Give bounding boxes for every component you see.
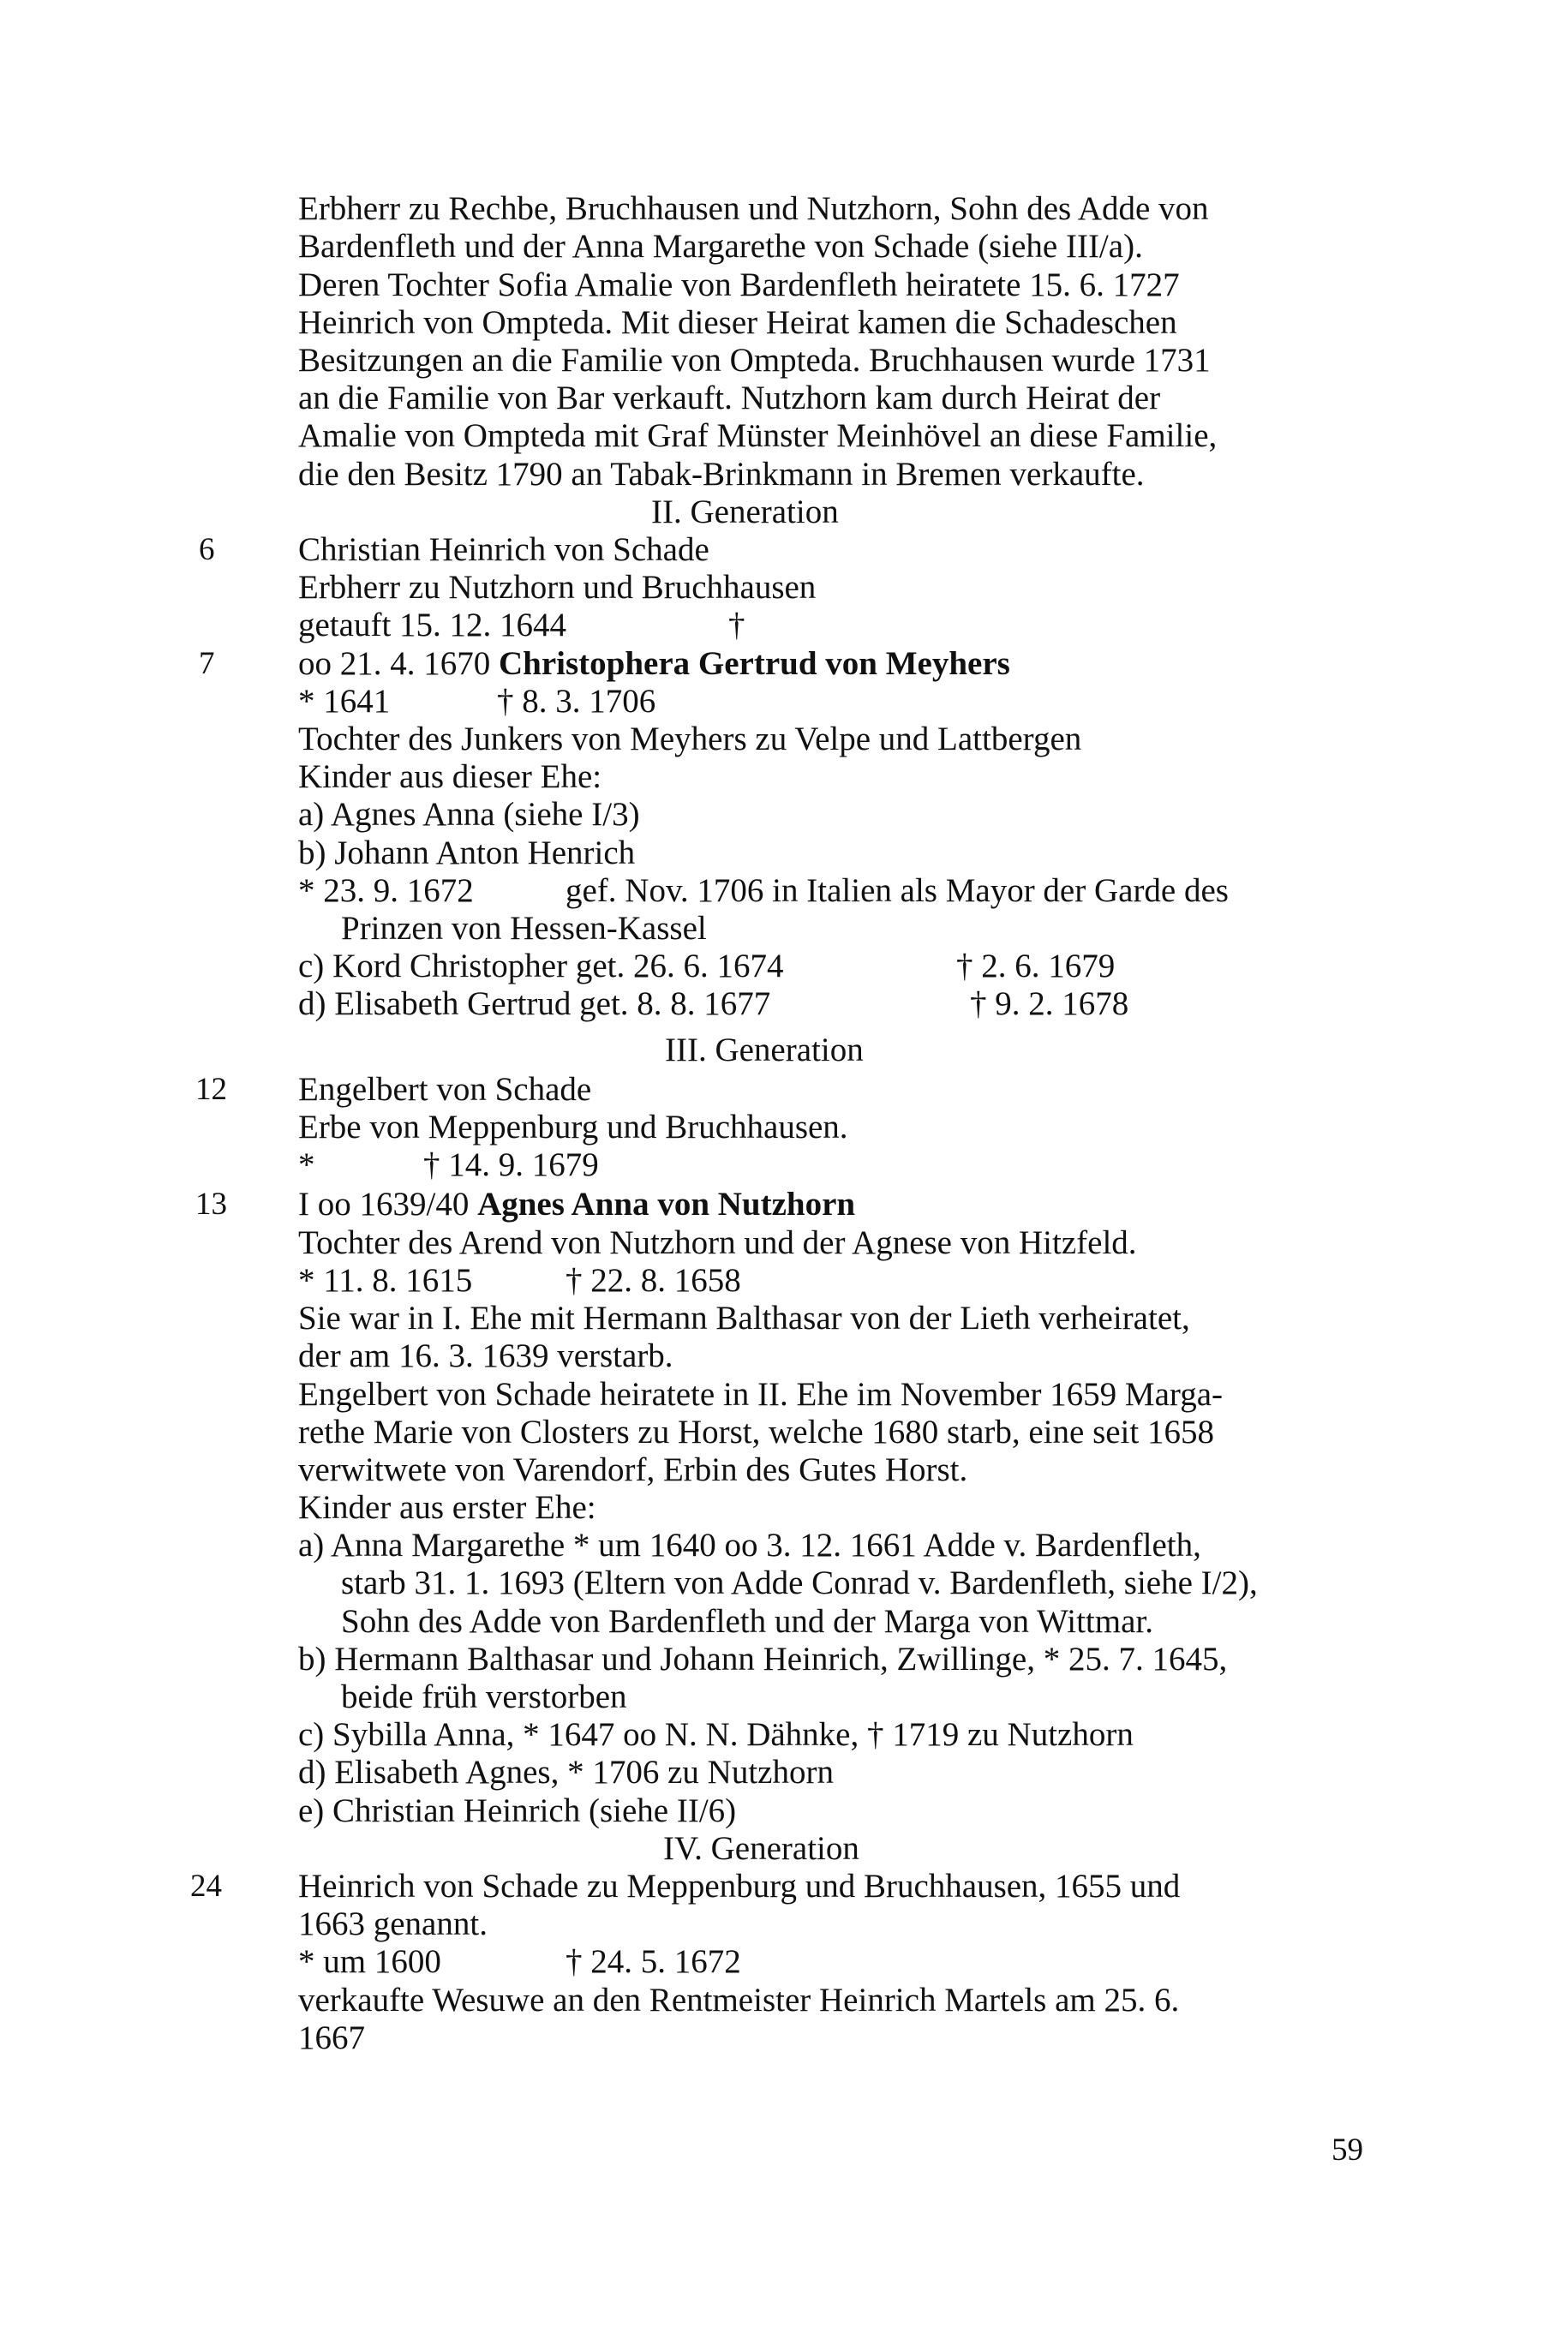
spouse-name: Christophera Gertrud von Meyhers — [499, 645, 1010, 682]
death-date: † 14. 9. 1679 — [423, 1146, 599, 1183]
marriage-line — [298, 645, 1010, 683]
birth-date: * 11. 8. 1615 — [298, 1262, 473, 1299]
person-title: Erbherr zu Nutzhorn und Bruchhausen — [298, 569, 817, 606]
generation-heading: III. Generation — [665, 1032, 864, 1068]
person-title: Erbe von Meppenburg und Bruchhausen. — [298, 1109, 848, 1146]
person-number: 6 — [199, 532, 215, 567]
children-label: Kinder aus erster Ehe: — [298, 1489, 596, 1526]
generation-heading: II. Generation — [651, 494, 839, 530]
child-death-note: gef. Nov. 1706 in Italien als Mayor der Garde des — [566, 872, 1229, 909]
child-entry: b) Johann Anton Henrich — [298, 834, 636, 871]
child-entry: b) Hermann Balthasar und Johann Heinrich, Zwillinge, * 25. 7. 1645, — [298, 1641, 1228, 1678]
child-birth: * 23. 9. 1672 — [298, 872, 474, 909]
person-name: Christian Heinrich von Schade — [298, 531, 709, 568]
child-entry-continued: starb 31. 1. 1693 (Eltern von Adde Conrad v. Bardenfleth, siehe I/2), — [341, 1564, 1258, 1601]
children-label: Kinder aus dieser Ehe: — [298, 758, 602, 795]
parentage: Tochter des Junkers von Meyhers zu Velpe und Lattbergen — [298, 721, 1082, 757]
note-line: der am 16. 3. 1639 verstarb. — [298, 1337, 673, 1374]
child-entry: a) Anna Margarethe * um 1640 oo 3. 12. 1661 Adde v. Bardenfleth, — [298, 1527, 1201, 1564]
child-death-note: Prinzen von Hessen-Kassel — [341, 910, 707, 947]
page-number: 59 — [1332, 2133, 1363, 2168]
intro-line-6: an die Familie von Bar verkauft. Nutzhorn kam durch Heirat der — [298, 380, 1161, 416]
death-marker: † — [728, 607, 745, 643]
generation-heading: IV. Generation — [663, 1830, 859, 1867]
child-entry: a) Agnes Anna (siehe I/3) — [298, 796, 640, 833]
person-name: Heinrich von Schade zu Meppenburg und Bruchhausen, 1655 und — [298, 1868, 1181, 1905]
intro-line-7: Amalie von Ompteda mit Graf Münster Meinhövel an diese Familie, — [298, 417, 1218, 454]
birth-date: * 1641 — [298, 683, 391, 720]
baptism-date: getauft 15. 12. 1644 — [298, 607, 567, 643]
person-number: 12 — [195, 1072, 227, 1107]
intro-line-8: die den Besitz 1790 an Tabak-Brinkmann in Bremen verkaufte. — [298, 456, 1145, 493]
child-entry: c) Sybilla Anna, * 1647 oo N. N. Dähnke, † 1719 zu Nutzhorn — [298, 1716, 1134, 1753]
marriage-date: I oo 1639/40 — [298, 1186, 478, 1223]
person-number: 13 — [195, 1187, 227, 1222]
marriage-line — [298, 1186, 855, 1223]
child-entry: e) Christian Heinrich (siehe II/6) — [298, 1792, 737, 1829]
person-number: 24 — [190, 1869, 222, 1904]
intro-line-1: Erbherr zu Rechbe, Bruchhausen und Nutzhorn, Sohn des Adde von — [298, 190, 1209, 227]
note-line: verkaufte Wesuwe an den Rentmeister Heinrich Martels am 25. 6. — [298, 1982, 1180, 2019]
note-line: verwitwete von Varendorf, Erbin des Gutes Horst. — [298, 1451, 968, 1488]
death-date: † 8. 3. 1706 — [497, 683, 656, 720]
death-date: † 24. 5. 1672 — [566, 1943, 741, 1980]
child-death: † 2. 6. 1679 — [956, 948, 1116, 984]
child-entry-continued: beide früh verstorben — [341, 1678, 627, 1715]
note-line: 1667 — [298, 2019, 365, 2056]
note-line: rethe Marie von Closters zu Horst, welche 1680 starb, eine seit 1658 — [298, 1414, 1214, 1451]
intro-line-2: Bardenfleth und der Anna Margarethe von Schade (siehe III/a). — [298, 228, 1143, 265]
birth-date: * um 1600 — [298, 1943, 441, 1980]
child-entry: d) Elisabeth Agnes, * 1706 zu Nutzhorn — [298, 1754, 834, 1791]
death-date: † 22. 8. 1658 — [566, 1262, 741, 1299]
child-entry: d) Elisabeth Gertrud get. 8. 8. 1677 — [298, 985, 771, 1022]
intro-line-5: Besitzungen an die Familie von Ompteda. Bruchhausen wurde 1731 — [298, 342, 1211, 379]
child-entry: c) Kord Christopher get. 26. 6. 1674 — [298, 948, 784, 984]
child-death: † 9. 2. 1678 — [970, 985, 1129, 1022]
intro-line-3: Deren Tochter Sofia Amalie von Bardenfleth heiratete 15. 6. 1727 — [298, 266, 1180, 303]
birth-date: * — [298, 1146, 315, 1183]
person-name: Engelbert von Schade — [298, 1071, 592, 1108]
intro-line-4: Heinrich von Ompteda. Mit dieser Heirat kamen die Schadeschen — [298, 304, 1177, 341]
child-entry-continued: Sohn des Adde von Bardenfleth und der Marga von Wittmar. — [341, 1603, 1153, 1640]
note-line: Engelbert von Schade heiratete in II. Ehe im November 1659 Marga- — [298, 1376, 1223, 1413]
parentage: Tochter des Arend von Nutzhorn und der Agnese von Hitzfeld. — [298, 1224, 1137, 1261]
marriage-date: oo 21. 4. 1670 — [298, 645, 499, 682]
person-number: 7 — [199, 646, 215, 681]
note-line: Sie war in I. Ehe mit Hermann Balthasar von der Lieth verheiratet, — [298, 1300, 1190, 1337]
spouse-name: Agnes Anna von Nutzhorn — [477, 1186, 856, 1223]
person-note: 1663 genannt. — [298, 1905, 488, 1942]
